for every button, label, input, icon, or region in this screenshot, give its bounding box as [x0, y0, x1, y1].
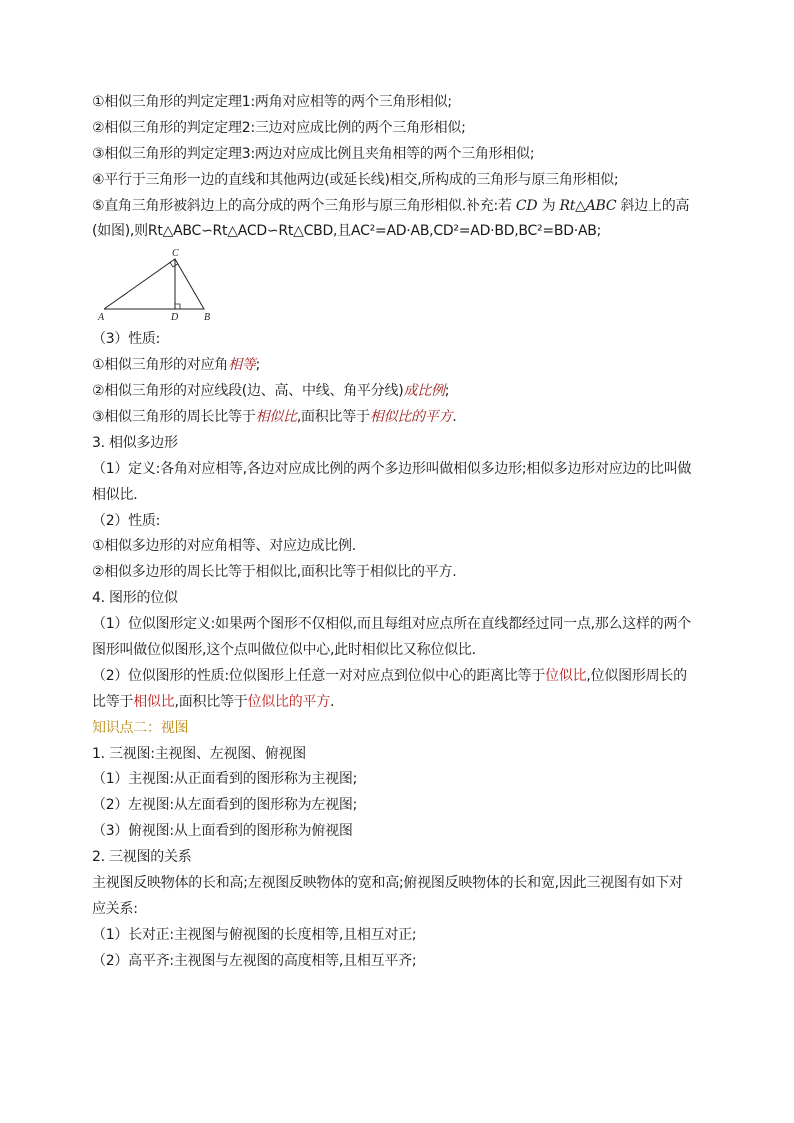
views-relation-desc: 主视图反映物体的长和高;左视图反映物体的宽和高;俯视图反映物体的长和宽,因此三视图有如下对	[92, 875, 683, 892]
section-4-definition-cont: 图形叫做位似图形,这个点叫做位似中心,此时相似比又称位似比.	[92, 642, 476, 659]
left-view: （2）左视图:从左面看到的图形称为左视图;	[92, 797, 358, 814]
section-4-definition: （1）位似图形定义:如果两个图形不仅相似,而且每组对应点所在直线都经过同一点,那么这样的两个	[92, 616, 692, 633]
section-3-property-1: ①相似多边形的对应角相等、对应边成比例.	[92, 538, 356, 555]
property-3: ③相似三角形的周长比等于相似比,面积比等于相似比的平方.	[92, 409, 457, 426]
views-relation-heading: 2. 三视图的关系	[92, 849, 192, 866]
label-b: B	[204, 312, 210, 324]
top-view: （3）俯视图:从上面看到的图形称为俯视图	[92, 823, 353, 840]
knowledge-point-2-heading: 知识点二：视图	[92, 719, 189, 736]
theorem-5-cont: (如图),则Rt△ABC∽Rt△ACD∽Rt△CBD,且AC²=AD·AB,CD²=AD·BD,BC²=BD·AB;	[92, 223, 602, 240]
section-3-heading: 3. 相似多边形	[92, 434, 178, 451]
section-3-definition-cont: 相似比.	[92, 486, 138, 503]
section-4-heading: 4. 图形的位似	[92, 590, 178, 607]
length-alignment: （1）长对正:主视图与俯视图的长度相等,且相互对正;	[92, 926, 417, 943]
label-c: C	[172, 248, 179, 260]
theorem-5: ⑤直角三角形被斜边上的高分成的两个三角形与原三角形相似.补充:若 CD 为 Rt△ABC 斜边上的高	[92, 197, 690, 214]
section-4-property-cont: 比等于相似比,面积比等于位似比的平方.	[92, 693, 335, 710]
property-2: ②相似三角形的对应线段(边、高、中线、角平分线)成比例;	[92, 383, 450, 400]
label-a: A	[98, 312, 104, 324]
views-relation-desc-cont: 应关系:	[92, 900, 138, 917]
section-3-definition: （1）定义:各角对应相等,各边对应成比例的两个多边形叫做相似多边形;相似多边形对应边的比叫做	[92, 460, 692, 477]
front-view: （1）主视图:从正面看到的图形称为主视图;	[92, 771, 358, 788]
label-d: D	[171, 312, 178, 324]
section-3-properties: （2）性质:	[92, 512, 161, 529]
section-3-property-2: ②相似多边形的周长比等于相似比,面积比等于相似比的平方.	[92, 564, 457, 581]
triangle-diagram	[92, 245, 222, 327]
property-1: ①相似三角形的对应角相等;	[92, 357, 261, 374]
theorem-1: ①相似三角形的判定定理1:两角对应相等的两个三角形相似;	[92, 94, 452, 110]
right-triangle-figure	[92, 245, 706, 327]
theorem-4: ④平行于三角形一边的直线和其他两边(或延长线)相交,所构成的三角形与原三角形相似;	[92, 171, 619, 188]
theorem-3: ③相似三角形的判定定理3:两边对应成比例且夹角相等的两个三角形相似;	[92, 145, 535, 162]
views-heading: 1. 三视图:主视图、左视图、俯视图	[92, 745, 307, 762]
height-alignment: （2）高平齐:主视图与左视图的高度相等,且相互平齐;	[92, 952, 417, 969]
properties-title: （3）性质:	[92, 331, 161, 348]
theorem-2: ②相似三角形的判定定理2:三边对应成比例的两个三角形相似;	[92, 119, 466, 136]
section-4-property: （2）位似图形的性质:位似图形上任意一对对应点到位似中心的距离比等于位似比,位似图形周长的	[92, 667, 687, 684]
document-body	[92, 90, 706, 975]
